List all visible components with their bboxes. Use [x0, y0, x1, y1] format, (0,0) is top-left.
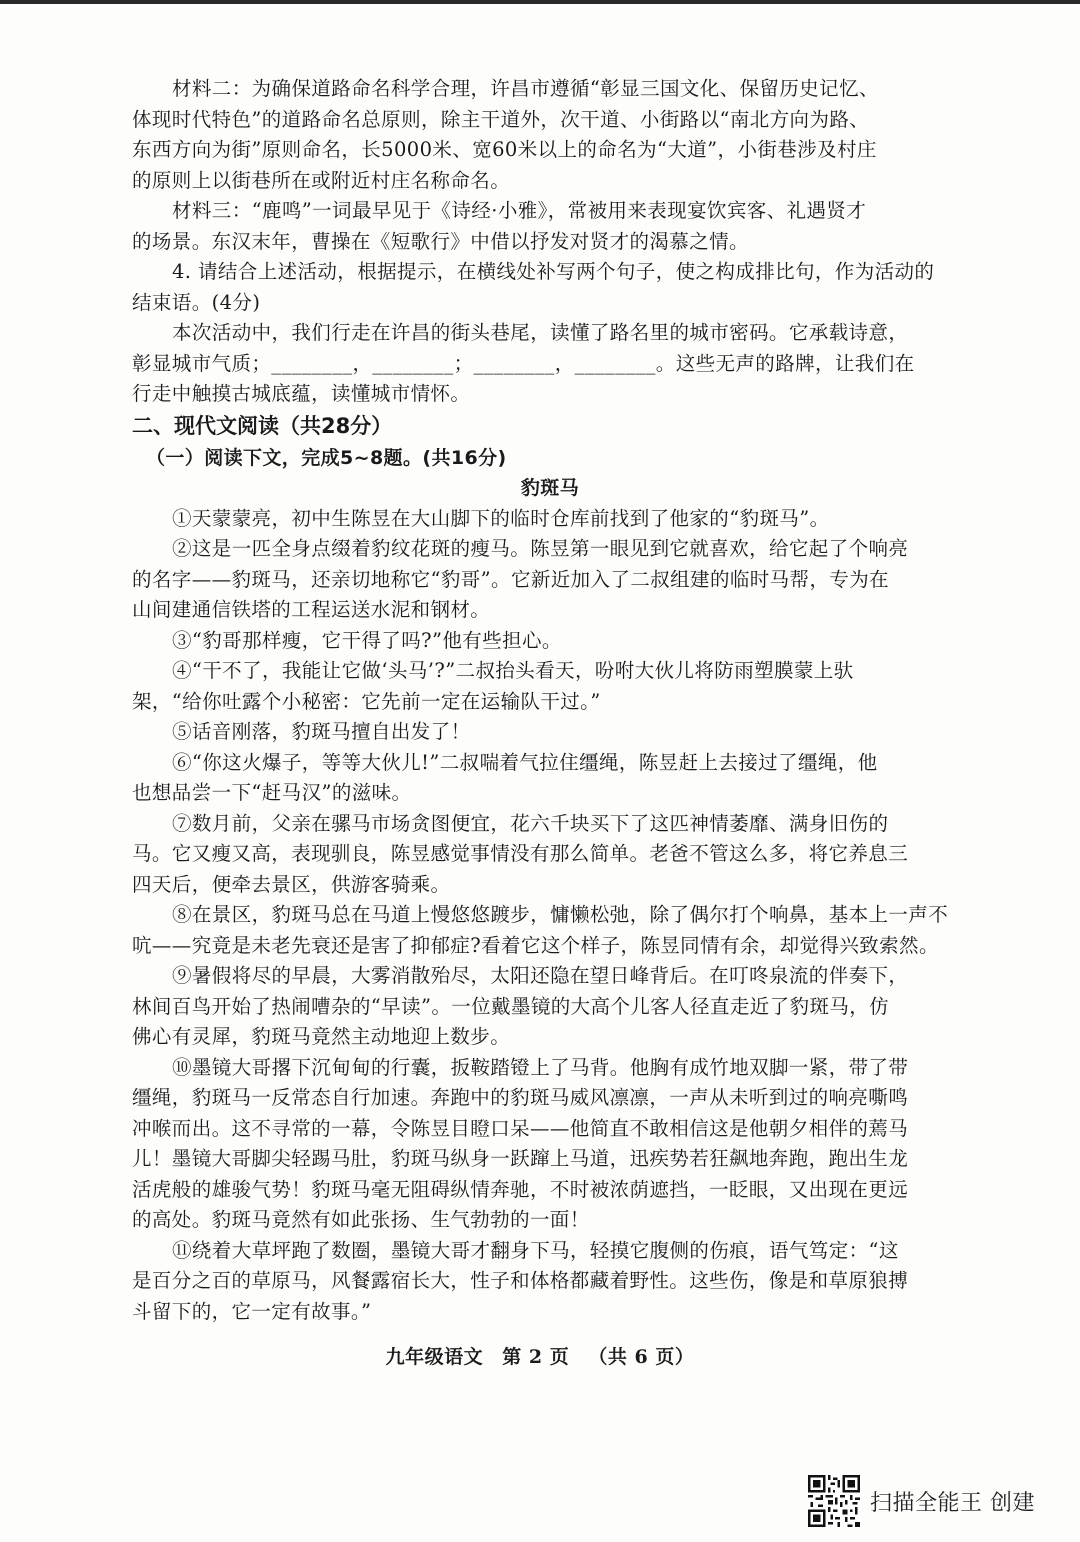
material3-line: 材料三：“鹿鸣”一词最早见于《诗经·小雅》，常被用来表现宴饮宾客、礼遇贤才 [172, 199, 867, 222]
material3-line: 的场景。东汉末年，曹操在《短歌行》中借以抒发对贤才的渴慕之情。 [132, 229, 749, 253]
story-line: ⑥“你这火爆子，等等大伙儿!”二叔喘着气拉住缰绳，陈昱赶上去接过了缰绳，他 [172, 750, 878, 774]
story-line: ⑨暑假将尽的早晨，大雾消散殆尽，太阳还隐在望日峰背后。在叮咚泉流的伴奏下， [172, 964, 909, 987]
story-line: ⑤话音刚落，豹斑马擅自出发了！ [172, 720, 471, 743]
story-paragraph [132, 656, 968, 717]
story-paragraph [132, 534, 968, 626]
story-line: 是百分之百的草原马，风餐露宿长大，性子和体格都藏着野性。这些伤，像是和草原狼搏 [132, 1269, 909, 1292]
material2-line: 的原则上以街巷所在或附近村庄名称命名。 [132, 168, 511, 192]
story-line: 缰绳，豹斑马一反常态自行加速。奔跑中的豹斑马威风凛凛，一声从未听到过的响亮嘶鸣 [132, 1086, 909, 1109]
story-paragraph [132, 626, 968, 657]
story-line: ①天蒙蒙亮，初中生陈昱在大山脚下的临时仓库前找到了他家的“豹斑马”。 [172, 506, 830, 530]
story-title: 豹斑马 [520, 477, 580, 499]
story-line: 佛心有灵犀，豹斑马竟然主动地迎上数步。 [132, 1025, 511, 1048]
answer4-line: 本次活动中，我们行走在许昌的街头巷尾，读懂了路名里的城市密码。它承载诗意， [172, 321, 909, 344]
question4-line: 结束语。(4分) [132, 290, 261, 314]
story-line: 林间百鸟开始了热闹嘈杂的“早读”。一位戴墨镜的大高个儿客人径直走近了豹斑马，仿 [132, 994, 890, 1018]
story-line: 吭——究竟是未老先衰还是害了抑郁症?看着它这个样子，陈昱同情有余，却觉得兴致索然。 [132, 933, 939, 957]
story-line: 斗留下的，它一定有故事。” [132, 1299, 372, 1323]
story-paragraph [132, 504, 968, 535]
page-content [132, 74, 968, 1327]
material2-line: 东西方向为街”原则命名，长5000米、宽60米以上的命名为“大道”，小街巷涉及村庄 [132, 138, 877, 161]
story-line: ⑩墨镜大哥撂下沉甸甸的行囊，扳鞍踏镫上了马背。他胸有成竹地双脚一紧，带了带 [172, 1055, 909, 1079]
material2-line: 材料二：为确保道路命名科学合理，许昌市遵循“彰显三国文化、保留历史记忆、 [172, 77, 879, 100]
story-line: ⑧在景区，豹斑马总在马道上慢悠悠踱步，慵懒松弛，除了偶尔打个响鼻，基本上一声不 [172, 903, 949, 926]
story-line: 山间建通信铁塔的工程运送水泥和钢材。 [132, 598, 491, 621]
question4-line: 4. 请结合上述活动，根据提示，在横线处补写两个句子，使之构成排比句，作为活动的 [172, 260, 935, 283]
story-line: ②这是一匹全身点缀着豹纹花斑的瘦马。陈昱第一眼见到它就喜欢，给它起了个响亮 [172, 537, 909, 560]
story-line: 四天后，便牵去景区，供游客骑乘。 [132, 872, 451, 896]
story-line: 儿！墨镜大哥脚尖轻踢马肚，豹斑马纵身一跃蹿上马道，迅疾势若狂飙地奔跑，跑出生龙 [132, 1147, 909, 1170]
story-paragraph [132, 748, 968, 809]
footer-total-pages: （共 6 页） [588, 1346, 695, 1368]
story-paragraph [132, 717, 968, 748]
story-line: 的高处。豹斑马竟然有如此张扬、生气勃勃的一面！ [132, 1208, 590, 1231]
section-heading: 二、现代文阅读（共28分） [132, 413, 393, 438]
story-line: 的名字——豹斑马，还亲切地称它“豹哥”。它新近加入了二叔组建的临时马帮，专为在 [132, 567, 890, 591]
top-rule [0, 0, 1080, 4]
story-line: 马。它又瘦又高，表现驯良，陈昱感觉事情没有那么简单。老爸不管这么多，将它养息三 [132, 842, 909, 865]
watermark-text: 扫描全能王 创建 [870, 1490, 1035, 1516]
material2-line: 体现时代特色”的道路命名总原则，除主干道外，次干道、小街路以“南北方向为路、 [132, 107, 870, 131]
story-line: ③“豹哥那样瘦，它干得了吗?”他有些担心。 [172, 628, 562, 652]
qr-code-icon [808, 1475, 860, 1527]
footer-subject: 九年级语文 [385, 1346, 484, 1368]
page-footer [0, 1342, 1080, 1369]
story-line: ⑪绕着大草坪跑了数圈，墨镜大哥才翻身下马，轻摸它腹侧的伤痕，语气笃定：“这 [172, 1238, 899, 1262]
story-paragraph [132, 1236, 968, 1328]
story-line: 活虎般的雄骏气势！豹斑马毫无阻碍纵情奔驰，不时被浓荫遮挡，一眨眼，又出现在更远 [132, 1177, 909, 1201]
answer4-line: 行走中触摸古城底蕴，读懂城市情怀。 [132, 382, 471, 405]
story-line: 也想品尝一下“赶马汉”的滋味。 [132, 781, 412, 804]
story-paragraph [132, 961, 968, 1053]
story-paragraph [132, 809, 968, 901]
story-line: ⑦数月前，父亲在骡马市场贪图便宜，花六千块买下了这匹神情萎靡、满身旧伤的 [172, 811, 889, 835]
story-line: 架，“给你吐露个小秘密：它先前一定在运输队干过。” [132, 689, 601, 713]
story-paragraph [132, 900, 968, 961]
story-line: 冲喉而出。这不寻常的一幕，令陈昱目瞪口呆——他简直不敢相信这是他朝夕相伴的蔫马 [132, 1116, 909, 1140]
answer4-fill-line: 彰显城市气质；________，________；________，________。这些无声的路牌，让我们在 [132, 351, 915, 375]
sub-heading: （一）阅读下文，完成5~8题。(共16分) [146, 446, 507, 469]
story-line: ④“干不了，我能让它做‘头马’?”二叔抬头看天，吩咐大伙儿将防雨塑膜蒙上驮 [172, 659, 854, 682]
scanner-watermark [808, 1474, 1035, 1528]
footer-page-number: 第 2 页 [502, 1346, 570, 1368]
story-paragraph [132, 1053, 968, 1236]
